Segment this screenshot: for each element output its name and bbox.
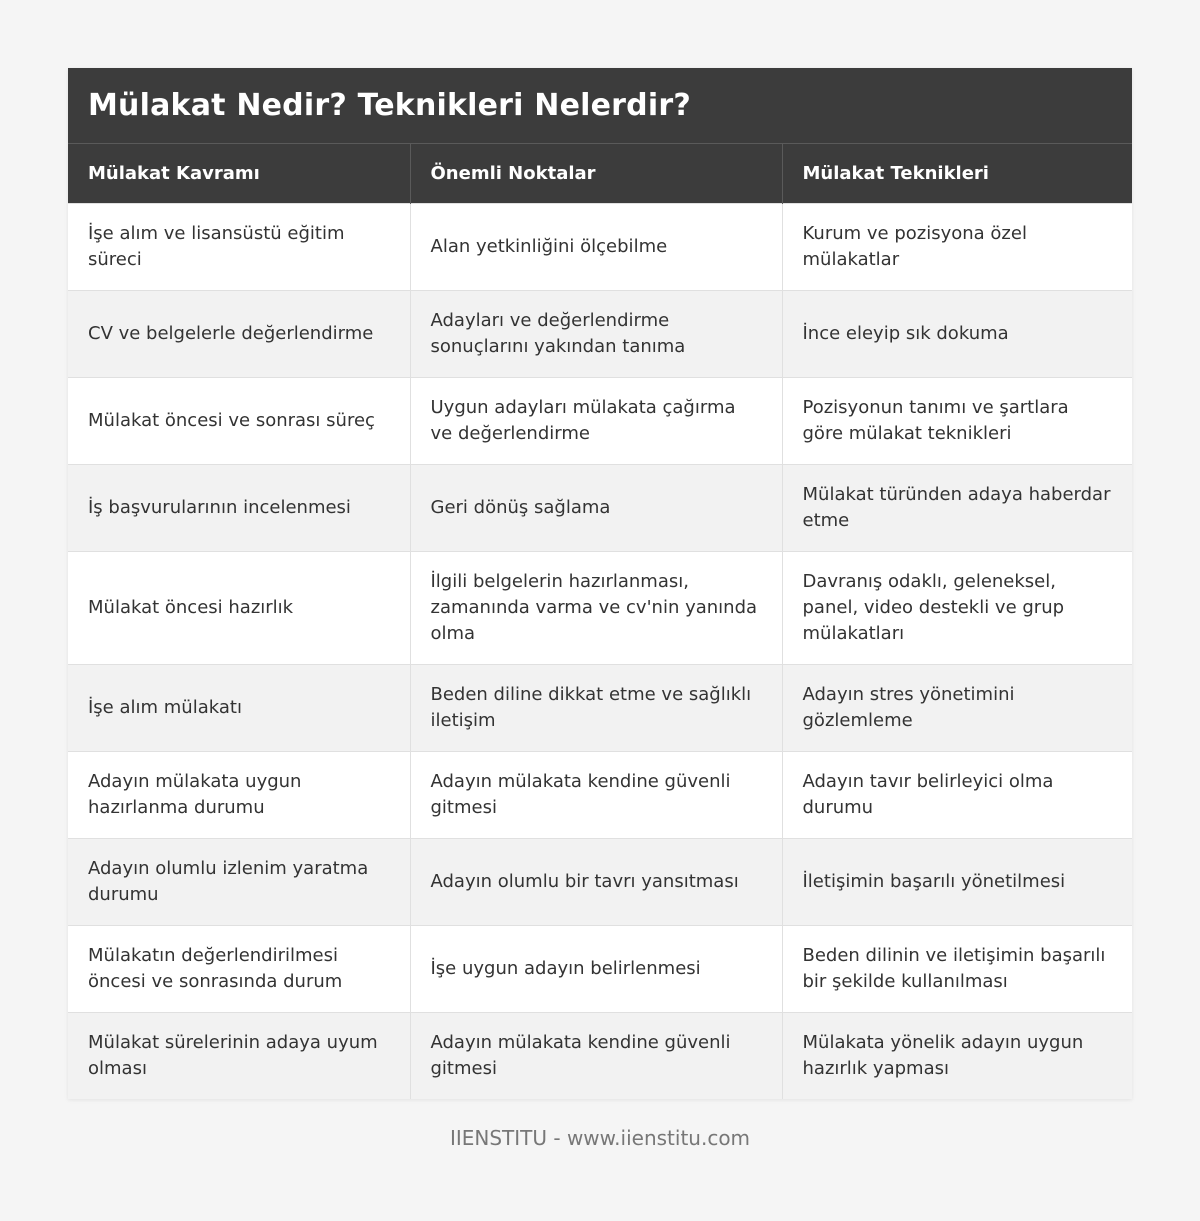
table-cell: Adayları ve değerlendirme sonuçlarını yakından tanıma: [410, 290, 782, 377]
table-cell: Adayın tavır belirleyici olma durumu: [782, 751, 1132, 838]
table-row: [68, 751, 1132, 838]
table-row: [68, 290, 1132, 377]
table-cell: Pozisyonun tanımı ve şartlara göre mülakat teknikleri: [782, 377, 1132, 464]
table-cell: Adayın mülakata uygun hazırlanma durumu: [68, 751, 410, 838]
title-bar: [68, 68, 1132, 144]
table-header: [68, 144, 1132, 203]
data-table: [68, 144, 1132, 1099]
column-header-concept: Mülakat Kavramı: [68, 144, 410, 203]
table-cell: İlgili belgelerin hazırlanması, zamanında varma ve cv'nin yanında olma: [410, 551, 782, 664]
table-row: [68, 377, 1132, 464]
table-row: [68, 464, 1132, 551]
column-header-techniques: Mülakat Teknikleri: [782, 144, 1132, 203]
table-cell: İşe uygun adayın belirlenmesi: [410, 925, 782, 1012]
table-cell: Uygun adayları mülakata çağırma ve değerlendirme: [410, 377, 782, 464]
table-cell: Alan yetkinliğini ölçebilme: [410, 203, 782, 290]
table-cell: İşe alım ve lisansüstü eğitim süreci: [68, 203, 410, 290]
footer-credit: IIENSTITU - www.iienstitu.com: [449, 1126, 751, 1150]
column-header-key-points: Önemli Noktalar: [410, 144, 782, 203]
table-row: [68, 664, 1132, 751]
table-cell: Adayın olumlu bir tavrı yansıtması: [410, 838, 782, 925]
table-cell: Adayın olumlu izlenim yaratma durumu: [68, 838, 410, 925]
table-cell: Mülakat sürelerinin adaya uyum olması: [68, 1012, 410, 1099]
table-cell: Mülakat öncesi hazırlık: [68, 551, 410, 664]
table-cell: Kurum ve pozisyona özel mülakatlar: [782, 203, 1132, 290]
table-row: [68, 838, 1132, 925]
table-cell: Davranış odaklı, geleneksel, panel, video destekli ve grup mülakatları: [782, 551, 1132, 664]
table-cell: Beden dilinin ve iletişimin başarılı bir şekilde kullanılması: [782, 925, 1132, 1012]
table-row: [68, 551, 1132, 664]
table-cell: Geri dönüş sağlama: [410, 464, 782, 551]
table-body: [68, 203, 1132, 1099]
table-cell: İnce eleyip sık dokuma: [782, 290, 1132, 377]
content-card: [68, 68, 1132, 1099]
table-row: [68, 925, 1132, 1012]
table-cell: Mülakat türünden adaya haberdar etme: [782, 464, 1132, 551]
table-cell: Mülakatın değerlendirilmesi öncesi ve sonrasında durum: [68, 925, 410, 1012]
table-title: Mülakat Nedir? Teknikleri Nelerdir?: [88, 88, 691, 123]
table-cell: CV ve belgelerle değerlendirme: [68, 290, 410, 377]
table-row: [68, 203, 1132, 290]
table-cell: Mülakat öncesi ve sonrası süreç: [68, 377, 410, 464]
table-cell: Adayın mülakata kendine güvenli gitmesi: [410, 751, 782, 838]
table-cell: Beden diline dikkat etme ve sağlıklı iletişim: [410, 664, 782, 751]
table-cell: İş başvurularının incelenmesi: [68, 464, 410, 551]
header-row: [68, 144, 1132, 203]
table-cell: Mülakata yönelik adayın uygun hazırlık yapması: [782, 1012, 1132, 1099]
table-cell: Adayın stres yönetimini gözlemleme: [782, 664, 1132, 751]
table-cell: İşe alım mülakatı: [68, 664, 410, 751]
table-cell: Adayın mülakata kendine güvenli gitmesi: [410, 1012, 782, 1099]
table-row: [68, 1012, 1132, 1099]
table-cell: İletişimin başarılı yönetilmesi: [782, 838, 1132, 925]
